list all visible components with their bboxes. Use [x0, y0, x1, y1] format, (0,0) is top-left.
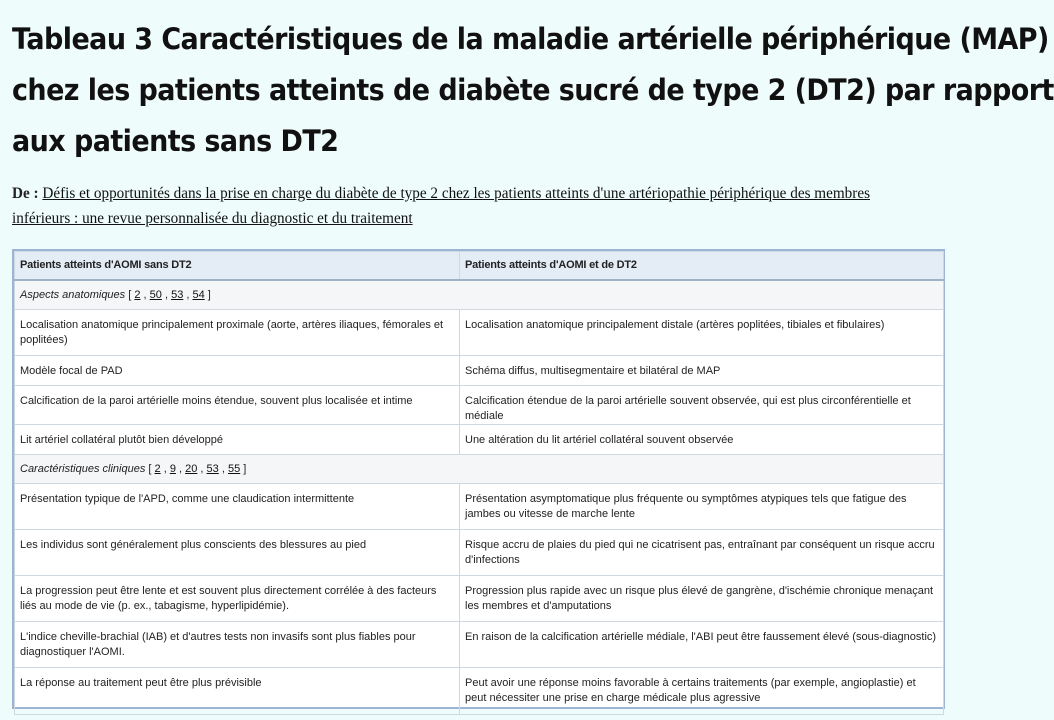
cell-without-dt2: Lit artériel collatéral plutôt bien développé: [15, 425, 460, 455]
comparison-table: [14, 251, 944, 715]
cell-without-dt2: Calcification de la paroi artérielle moins étendue, souvent plus localisée et intime: [15, 386, 460, 425]
page-title: [12, 0, 1054, 167]
ref-link[interactable]: 53: [206, 462, 219, 475]
section-refs: [ 2 , 9 , 20 , 53 , 55 ]: [148, 462, 247, 475]
ref-link[interactable]: 2: [134, 288, 141, 301]
cell-with-dt2: Progression plus rapide avec un risque plus élevé de gangrène, d'ischémie chronique menaçant les membres et d'amputations: [460, 576, 944, 622]
title-line-2: chez les patients atteints de diabète sucré de type 2 (DT2) par rapport: [12, 73, 1054, 107]
cell-without-dt2: La réponse au traitement peut être plus prévisible: [15, 668, 460, 715]
ref-link[interactable]: 53: [171, 288, 184, 301]
section-cell: [15, 455, 944, 484]
cell-with-dt2: Localisation anatomique principalement distale (artères poplitées, tibiales et fibulaires): [460, 310, 944, 356]
cell-with-dt2: Présentation asymptomatique plus fréquente ou symptômes atypiques tels que fatigue des jambes ou vitesse de marche lente: [460, 484, 944, 530]
table-row: [15, 356, 944, 386]
cell-without-dt2: Les individus sont généralement plus conscients des blessures au pied: [15, 530, 460, 576]
section-refs: [ 2 , 50 , 53 , 54 ]: [128, 288, 211, 301]
header-with-dt2: Patients atteints d'AOMI et de DT2: [460, 252, 944, 281]
ref-link[interactable]: 9: [169, 462, 176, 475]
cell-without-dt2: Localisation anatomique principalement proximale (aorte, artères iliaques, fémorales et poplitées): [15, 310, 460, 356]
ref-link[interactable]: 54: [192, 288, 205, 301]
cell-without-dt2: Présentation typique de l'APD, comme une claudication intermittente: [15, 484, 460, 530]
source-lead: De :: [12, 185, 39, 202]
section-row-anatomical: [15, 280, 944, 310]
table-row: [15, 425, 944, 455]
title-line-1: Tableau 3 Caractéristiques de la maladie artérielle périphérique (MAP): [12, 22, 1049, 56]
cell-with-dt2: Risque accru de plaies du pied qui ne cicatrisent pas, entraînant par conséquent un risque accru d'infections: [460, 530, 944, 576]
section-row-clinical: [15, 455, 944, 484]
ref-link[interactable]: 2: [154, 462, 161, 475]
source-article-link[interactable]: Défis et opportunités dans la prise en charge du diabète de type 2 chez les patients atteints d'une artériopathie périphérique des membres inférieurs : une revue personnalisée du diagnostic et du traitement: [12, 185, 870, 227]
cell-without-dt2: La progression peut être lente et est souvent plus directement corrélée à des facteurs liés au mode de vie (p. ex., tabagisme, hyperlipidémie).: [15, 576, 460, 622]
ref-link[interactable]: 20: [185, 462, 198, 475]
ref-link[interactable]: 55: [227, 462, 241, 475]
section-cell: [15, 280, 944, 310]
table-row: [15, 386, 944, 425]
ref-link[interactable]: 50: [149, 288, 162, 301]
cell-with-dt2: Une altération du lit artériel collatéral souvent observée: [460, 425, 944, 455]
table-row: [15, 530, 944, 576]
cell-with-dt2: En raison de la calcification artérielle médiale, l'ABI peut être faussement élevé (sous-diagnostic): [460, 622, 944, 668]
table-row: [15, 484, 944, 530]
cell-with-dt2: Peut avoir une réponse moins favorable à certains traitements (par exemple, angioplastie) et peut nécessiter une prise en charge médicale plus agressive: [460, 668, 944, 715]
section-label: Aspects anatomiques: [20, 288, 126, 301]
cell-without-dt2: Modèle focal de PAD: [15, 356, 460, 386]
table-row: [15, 576, 944, 622]
table-row: [15, 310, 944, 356]
table-row: [15, 622, 944, 668]
header-without-dt2: Patients atteints d'AOMI sans DT2: [15, 252, 460, 281]
cell-without-dt2: L'indice cheville-brachial (IAB) et d'autres tests non invasifs sont plus fiables pour diagnostiquer l'AOMI.: [15, 622, 460, 668]
cell-with-dt2: Schéma diffus, multisegmentaire et bilatéral de MAP: [460, 356, 944, 386]
section-label: Caractéristiques cliniques: [20, 462, 146, 475]
cell-with-dt2: Calcification étendue de la paroi artérielle souvent observée, qui est plus circonférentielle et médiale: [460, 386, 944, 425]
comparison-table-container: [12, 249, 945, 709]
title-line-3: aux patients sans DT2: [12, 124, 339, 158]
source-citation: [12, 181, 896, 231]
table-row: [15, 668, 944, 715]
table-header-row: [15, 252, 944, 281]
